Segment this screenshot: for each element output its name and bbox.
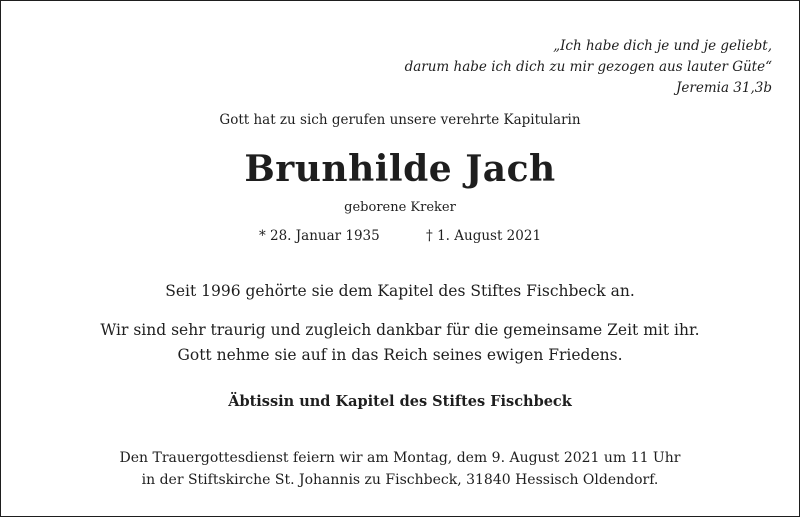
condolence-line-1: Wir sind sehr traurig und zugleich dankbar für die gemeinsame Zeit mit ihr. bbox=[100, 321, 700, 339]
condolence-line-2: Gott nehme sie auf in das Reich seines ewigen Friedens. bbox=[177, 346, 623, 364]
birth-name: geborene Kreker bbox=[344, 200, 456, 215]
membership-text: Seit 1996 gehörte sie dem Kapitel des Stiftes Fischbeck an. bbox=[165, 282, 635, 300]
deceased-name: Brunhilde Jach bbox=[244, 148, 556, 190]
birth-date: * 28. Januar 1935 bbox=[258, 228, 380, 244]
service-line-1: Den Trauergottesdienst feiern wir am Montag, dem 9. August 2021 um 11 Uhr bbox=[119, 450, 681, 466]
intro-text: Gott hat zu sich gerufen unsere verehrte Kapitularin bbox=[219, 112, 581, 128]
verse-line-2: darum habe ich dich zu mir gezogen aus lauter Güte“ bbox=[404, 59, 772, 75]
service-info bbox=[0, 447, 800, 491]
death-date: † 1. August 2021 bbox=[426, 228, 542, 244]
verse-line-1: „Ich habe dich je und je geliebt, bbox=[553, 38, 772, 54]
signature: Äbtissin und Kapitel des Stiftes Fischbeck bbox=[228, 393, 572, 410]
service-line-2: in der Stiftskirche St. Johannis zu Fischbeck, 31840 Hessisch Oldendorf. bbox=[141, 472, 659, 488]
life-dates bbox=[0, 228, 800, 244]
verse-reference: Jeremia 31,3b bbox=[675, 80, 772, 96]
bible-verse bbox=[405, 36, 772, 99]
condolence-text bbox=[0, 318, 800, 368]
